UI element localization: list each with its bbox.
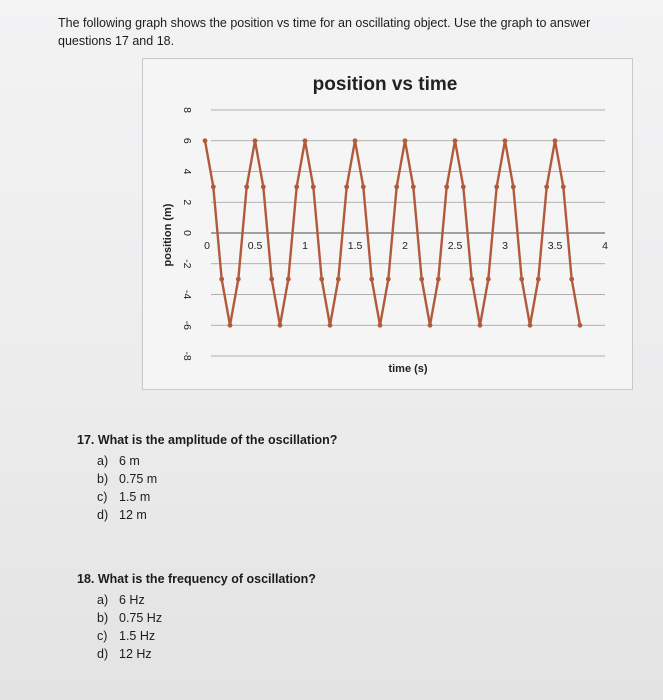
x-tick-label: 0.5 xyxy=(247,240,263,252)
y-tick-label: -8 xyxy=(181,351,194,361)
x-tick-label: 2 xyxy=(402,240,408,252)
data-point xyxy=(461,184,466,189)
question-17-options xyxy=(77,452,337,524)
data-point xyxy=(361,184,366,189)
intro-text: The following graph shows the position vs time for an oscillating object. Use the graph to answer questions 17 and 18. xyxy=(58,16,591,48)
y-tick-label: 6 xyxy=(181,137,194,144)
data-point xyxy=(369,277,374,282)
data-point xyxy=(244,184,249,189)
data-point xyxy=(444,184,449,189)
data-point xyxy=(469,277,474,282)
data-point xyxy=(228,323,233,328)
data-point xyxy=(436,277,441,282)
x-tick-label: 1 xyxy=(302,240,308,252)
data-point xyxy=(294,184,299,189)
data-point xyxy=(219,277,224,282)
y-tick-label: -4 xyxy=(181,289,194,300)
data-point xyxy=(569,277,574,282)
x-tick-label: 2.5 xyxy=(447,240,463,252)
option-18-b[interactable]: b) 0.75 Hz xyxy=(97,611,163,625)
data-point xyxy=(253,138,258,143)
option-18-c[interactable]: c) 1.5 Hz xyxy=(97,629,156,643)
data-point xyxy=(336,277,341,282)
question-17 xyxy=(77,433,337,524)
y-tick-label: 0 xyxy=(181,230,194,236)
data-point xyxy=(378,323,383,328)
chart-title: position vs time xyxy=(312,74,458,95)
data-point xyxy=(553,138,558,143)
option-18-a[interactable]: a) 6 Hz xyxy=(97,593,145,607)
data-point xyxy=(528,323,533,328)
data-point xyxy=(211,184,216,189)
x-tick-label: 3 xyxy=(502,240,508,252)
x-tick-label: 4 xyxy=(602,240,608,252)
data-point xyxy=(269,277,274,282)
data-point xyxy=(386,277,391,282)
option-17-a[interactable]: a) 6 m xyxy=(97,454,140,468)
x-tick-label: 1.5 xyxy=(347,240,363,252)
data-point xyxy=(544,184,549,189)
data-point xyxy=(503,138,508,143)
option-17-d[interactable]: d) 12 m xyxy=(97,508,147,522)
option-17-c[interactable]: c) 1.5 m xyxy=(97,490,151,504)
data-point xyxy=(278,323,283,328)
question-18-text: 18. What is the frequency of oscillation? xyxy=(77,572,316,586)
data-point xyxy=(561,184,566,189)
x-axis-label: time (s) xyxy=(388,363,428,375)
data-point xyxy=(311,184,316,189)
data-point xyxy=(236,277,241,282)
data-point xyxy=(536,277,541,282)
question-18 xyxy=(77,572,316,663)
option-18-d[interactable]: d) 12 Hz xyxy=(97,647,152,661)
data-point xyxy=(203,138,208,143)
question-17-text: 17. What is the amplitude of the oscillation? xyxy=(77,433,338,447)
x-tick-label: 3.5 xyxy=(547,240,563,252)
data-point xyxy=(344,184,349,189)
chart-figure xyxy=(142,58,633,390)
data-point xyxy=(453,138,458,143)
data-point xyxy=(428,323,433,328)
data-point xyxy=(511,184,516,189)
data-point xyxy=(353,138,358,143)
data-point xyxy=(261,184,266,189)
data-point xyxy=(519,277,524,282)
data-point xyxy=(328,323,333,328)
data-point xyxy=(286,277,291,282)
y-tick-label: -6 xyxy=(181,320,194,330)
data-point xyxy=(403,138,408,143)
question-18-options xyxy=(77,591,316,663)
y-tick-label: 2 xyxy=(181,199,194,206)
data-point xyxy=(411,184,416,189)
data-point xyxy=(578,323,583,328)
x-tick-label: 0 xyxy=(204,240,210,252)
data-point xyxy=(319,277,324,282)
data-point xyxy=(494,184,499,189)
data-point xyxy=(394,184,399,189)
data-point xyxy=(419,277,424,282)
data-point xyxy=(303,138,308,143)
position-vs-time-chart xyxy=(143,59,632,389)
y-tick-label: 4 xyxy=(181,168,194,175)
y-axis-label: position (m) xyxy=(162,203,174,267)
y-tick-label: -2 xyxy=(181,259,194,269)
data-point xyxy=(486,277,491,282)
y-tick-label: 8 xyxy=(181,107,194,113)
option-17-b[interactable]: b) 0.75 m xyxy=(97,472,158,486)
data-point xyxy=(478,323,483,328)
